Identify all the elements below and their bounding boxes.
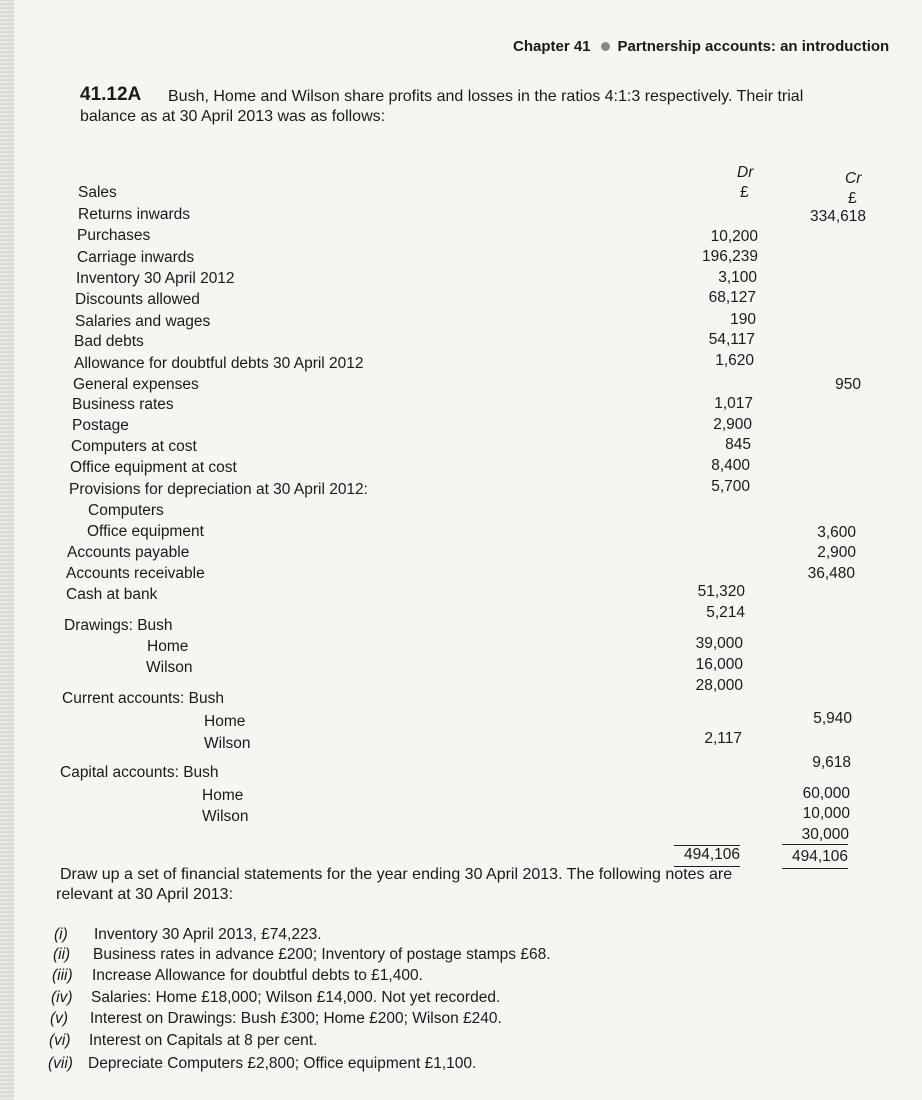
question-intro-line2: balance as at 30 April 2013 was as follows:: [80, 108, 386, 125]
note-text: Salaries: Home £18,000; Wilson £14,000. Not yet recorded.: [91, 989, 501, 1006]
tb-label: Returns inwards: [78, 206, 190, 223]
tb-label: Accounts payable: [67, 544, 190, 561]
note-number: (vii): [48, 1055, 73, 1072]
cr-value: 334,618: [809, 208, 866, 225]
dr-total: 494,106: [683, 846, 740, 863]
question-intro-line1: Bush, Home and Wilson share profits and losses in the ratios 4:1:3 respectively. Their trial: [168, 88, 804, 105]
cr-value: 60,000: [802, 785, 850, 802]
dr-heading: Dr: [737, 164, 754, 181]
tb-label: Computers: [88, 502, 164, 519]
dr-value: 54,117: [708, 331, 755, 348]
instructions-line1: Draw up a set of financial statements for the year ending 30 April 2013. The following notes are: [60, 866, 733, 883]
dr-value: 68,127: [708, 289, 756, 306]
dr-value: 16,000: [695, 656, 743, 673]
tb-label: Inventory 30 April 2012: [76, 270, 235, 287]
dr-value: 3,100: [718, 269, 757, 286]
chapter-title: Partnership accounts: an introduction: [617, 38, 890, 55]
tb-label: Home: [202, 787, 244, 804]
page-edge: [0, 0, 14, 1100]
tb-label: Cash at bank: [66, 586, 158, 603]
tb-label: Salaries and wages: [75, 313, 211, 330]
cr-value: 2,900: [817, 544, 856, 561]
note-item: [54, 926, 322, 944]
tb-label: Discounts allowed: [75, 291, 200, 308]
note-item: [50, 1010, 502, 1028]
cr-value: 3,600: [817, 524, 856, 541]
dr-value: 10,200: [710, 228, 758, 245]
tb-label: Drawings: Bush: [64, 617, 173, 634]
note-item: [51, 989, 500, 1007]
tb-label: Allowance for doubtful debts 30 April 2012: [74, 355, 364, 372]
tb-label: Wilson: [202, 808, 249, 825]
note-item: [48, 1055, 476, 1073]
cr-value: 30,000: [801, 826, 849, 843]
dr-value: 2,117: [704, 730, 742, 747]
tb-label: Accounts receivable: [66, 565, 205, 582]
note-number: (vi): [49, 1032, 71, 1049]
note-text: Depreciate Computers £2,800; Office equipment £1,100.: [88, 1055, 477, 1072]
cr-value: 36,480: [807, 565, 855, 582]
cr-value: 9,618: [812, 754, 851, 771]
tb-label: Sales: [78, 184, 117, 201]
dr-value: 190: [730, 311, 756, 328]
cr-heading: Cr: [845, 170, 862, 187]
dr-value: 2,900: [713, 416, 752, 433]
dr-value: 39,000: [695, 635, 743, 652]
note-number: (iv): [51, 989, 73, 1006]
note-text: Inventory 30 April 2013, £74,223.: [94, 926, 322, 943]
dr-value: 28,000: [695, 677, 743, 694]
cr-total-rule-top: [782, 844, 848, 845]
cr-total: 494,106: [791, 848, 848, 865]
tb-label: Capital accounts: Bush: [60, 764, 219, 781]
note-number: (i): [54, 926, 68, 943]
tb-label: Wilson: [204, 735, 251, 752]
note-number: (v): [50, 1010, 69, 1027]
cr-total-rule-bottom: [782, 868, 848, 869]
dr-value: 196,239: [701, 248, 758, 265]
note-text: Interest on Capitals at 8 per cent.: [89, 1032, 318, 1049]
dr-currency: £: [740, 184, 749, 201]
tb-label: Postage: [72, 417, 129, 434]
dr-value: 5,700: [711, 478, 750, 495]
instructions-line2: relevant at 30 April 2013:: [56, 886, 234, 903]
note-text: Business rates in advance £200; Inventory of postage stamps £68.: [93, 946, 551, 963]
cr-currency: £: [848, 190, 857, 207]
tb-label: Office equipment at cost: [70, 459, 237, 476]
dr-value: 51,320: [697, 583, 745, 600]
note-item: [53, 946, 551, 964]
note-item: [49, 1032, 317, 1050]
dr-value: 845: [725, 436, 751, 453]
tb-label: Home: [204, 713, 246, 730]
tb-label: Business rates: [72, 396, 174, 413]
tb-label: Purchases: [77, 227, 151, 244]
note-text: Interest on Drawings: Bush £300; Home £200; Wilson £240.: [90, 1010, 502, 1027]
tb-label: Bad debts: [74, 333, 144, 350]
dr-value: 8,400: [711, 457, 750, 474]
running-header: [513, 38, 889, 55]
tb-label: Office equipment: [87, 523, 204, 540]
cr-value: 950: [835, 376, 861, 393]
dr-value: 5,214: [706, 604, 745, 621]
dr-value: 1,017: [714, 395, 753, 412]
tb-label: Wilson: [146, 659, 193, 676]
dr-value: 1,620: [715, 352, 754, 369]
chapter-label: Chapter 41: [513, 38, 591, 55]
cr-value: 5,940: [813, 710, 852, 727]
tb-label: Computers at cost: [71, 438, 197, 455]
bullet-icon: [601, 42, 610, 51]
tb-label: Carriage inwards: [77, 249, 195, 266]
tb-label: Current accounts: Bush: [62, 690, 224, 707]
question-number: 41.12A: [80, 84, 142, 105]
cr-value: 10,000: [802, 805, 850, 822]
tb-label: Home: [147, 638, 189, 655]
note-item: [52, 967, 423, 985]
note-number: (iii): [52, 967, 73, 984]
note-number: (ii): [53, 946, 71, 963]
tb-label: General expenses: [73, 376, 199, 393]
note-text: Increase Allowance for doubtful debts to £1,400.: [92, 967, 423, 984]
tb-label: Provisions for depreciation at 30 April 2012:: [69, 481, 368, 498]
